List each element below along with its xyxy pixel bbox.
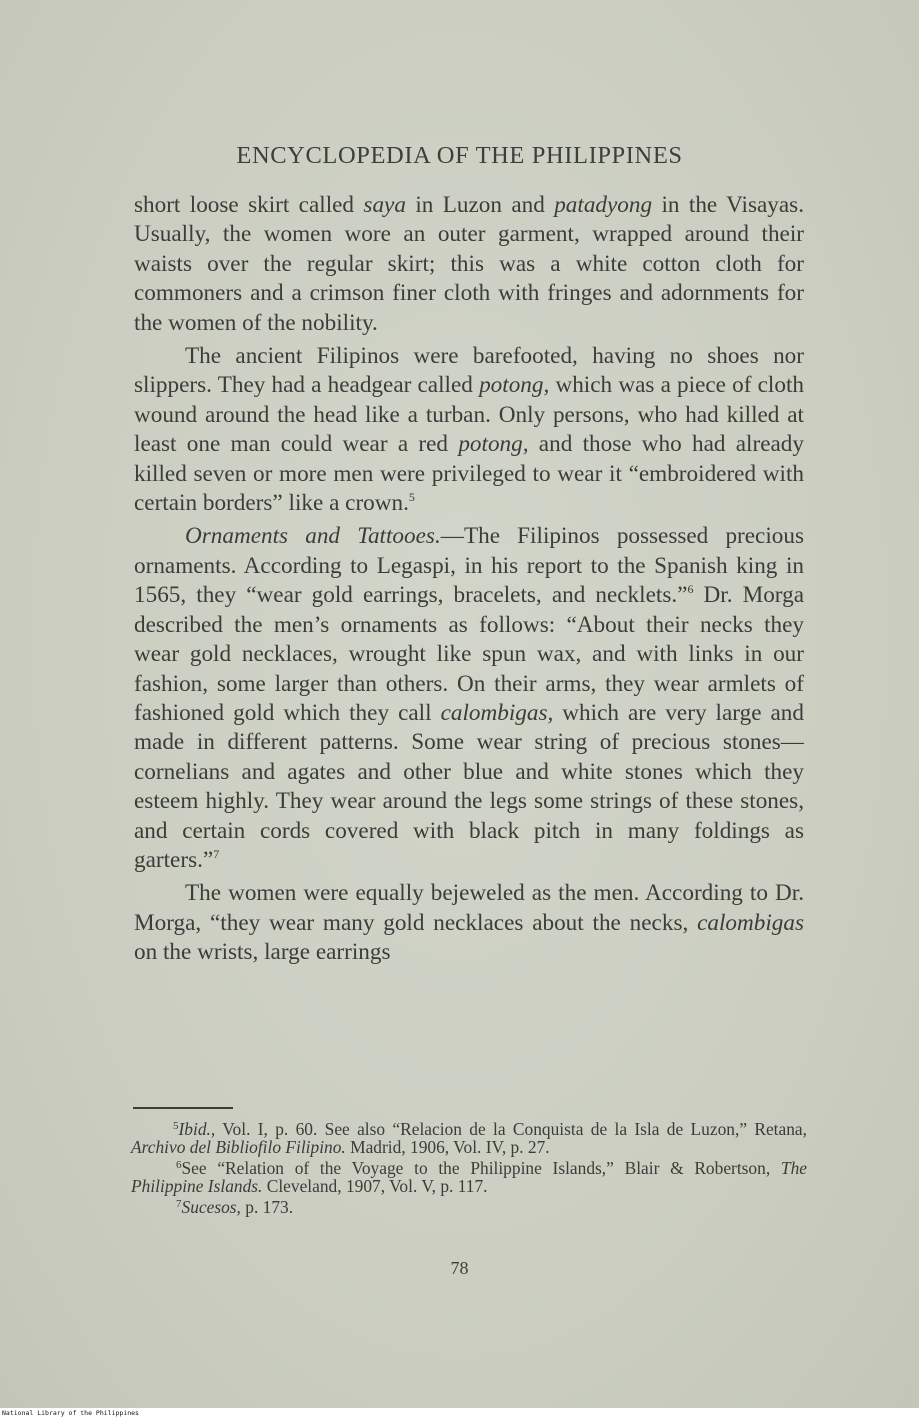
text-run: Dr. Morga described the men’s ornaments as follows: “About their necks they wear gold necklaces, wrought like spun wax, and with links in our fashion, some larger than others. On their arms, they wear armlets of fashioned gold which they call xyxy=(134,582,804,726)
italic-term: Ibid., xyxy=(178,1119,216,1139)
italic-term: potong, xyxy=(458,431,529,458)
text-run: in Luzon and xyxy=(405,192,555,218)
italic-term: Sucesos, xyxy=(181,1197,241,1217)
text-run: which are very large and made in different patterns. Some wear string of precious stones—cornelians and agates and other blue and white stones which they esteem highly. They wear around the legs some strings of these stones, and certain cords covered with black pitch in many foldings as garters.” xyxy=(134,699,804,873)
italic-term: calombigas xyxy=(697,909,804,936)
paragraph-4 xyxy=(134,879,804,967)
footnote-6 xyxy=(131,1160,807,1195)
footnote-mark: 7 xyxy=(176,1198,182,1210)
footnote-ref: 5 xyxy=(408,490,415,505)
text-run: p. 173. xyxy=(240,1197,294,1217)
section-heading: Ornaments and Tattooes. xyxy=(185,523,441,550)
paragraph-1 xyxy=(134,191,804,338)
text-run: See “Relation of the Voyage to the Philippine Islands,” Blair & Robertson, xyxy=(181,1158,781,1178)
text-run: short loose skirt called xyxy=(134,192,364,218)
page-number: 78 xyxy=(450,1258,469,1278)
body-text xyxy=(134,191,804,968)
text-run: in the Visayas. Usually, the women wore an outer garment, wrapped around their waists over the regular skirt; this was a white cotton cloth for commoners and a crimson finer cloth with fringes and adornments for the women of the nobility. xyxy=(134,192,804,336)
italic-term: saya xyxy=(363,192,406,218)
library-credit: National Library of the Philippines xyxy=(2,1409,139,1417)
footnote-mark: 6 xyxy=(176,1159,182,1171)
running-head: ENCYCLOPEDIA OF THE PHILIPPINES xyxy=(236,142,683,169)
text-run: Madrid, 1906, Vol. IV, p. 27. xyxy=(345,1136,550,1157)
text-run: The ancient Filipinos were barefooted, having no shoes nor slippers. They had a headgear called xyxy=(134,343,804,399)
text-run: which was a piece of cloth wound around the head like a turban. Only persons, who had killed at least one man could wear a red xyxy=(134,372,804,458)
italic-term: Archivo del Bibliofilo Filipino. xyxy=(131,1136,346,1157)
footnote-ref: 6 xyxy=(687,582,694,597)
text-run: and those who had already killed seven or more men were privileged to wear it “embroidered with certain borders” like a crown. xyxy=(134,431,804,517)
footnote-rule xyxy=(133,1107,233,1109)
footnote-mark: 5 xyxy=(173,1120,179,1132)
footnote-ref: 7 xyxy=(213,846,220,861)
italic-term: The Philippine Islands. xyxy=(131,1158,807,1196)
paragraph-3 xyxy=(134,522,804,875)
footnotes xyxy=(131,1121,807,1221)
paragraph-2 xyxy=(134,342,804,518)
footnote-5 xyxy=(131,1121,807,1156)
italic-term: patadyong xyxy=(554,192,653,218)
italic-term: potong, xyxy=(479,372,550,399)
text-run: The women were equally bejeweled as the men. According to Dr. Morga, “they wear many gold necklaces about the necks, xyxy=(134,880,804,936)
italic-term: calombigas, xyxy=(440,699,554,726)
text-run: on the wrists, large earrings xyxy=(134,939,391,966)
text-run: Cleveland, 1907, Vol. V, p. 117. xyxy=(262,1175,488,1196)
text-run: —The Filipinos possessed precious ornaments. According to Legaspi, in his report to the Spanish king in 1565, they “wear gold earrings, bracelets, and necklets.” xyxy=(134,523,805,609)
text-run: Vol. I, p. 60. See also “Relacion de la Conquista de la Isla de Luzon,” Retana, xyxy=(215,1119,807,1139)
footnote-7 xyxy=(131,1199,807,1217)
